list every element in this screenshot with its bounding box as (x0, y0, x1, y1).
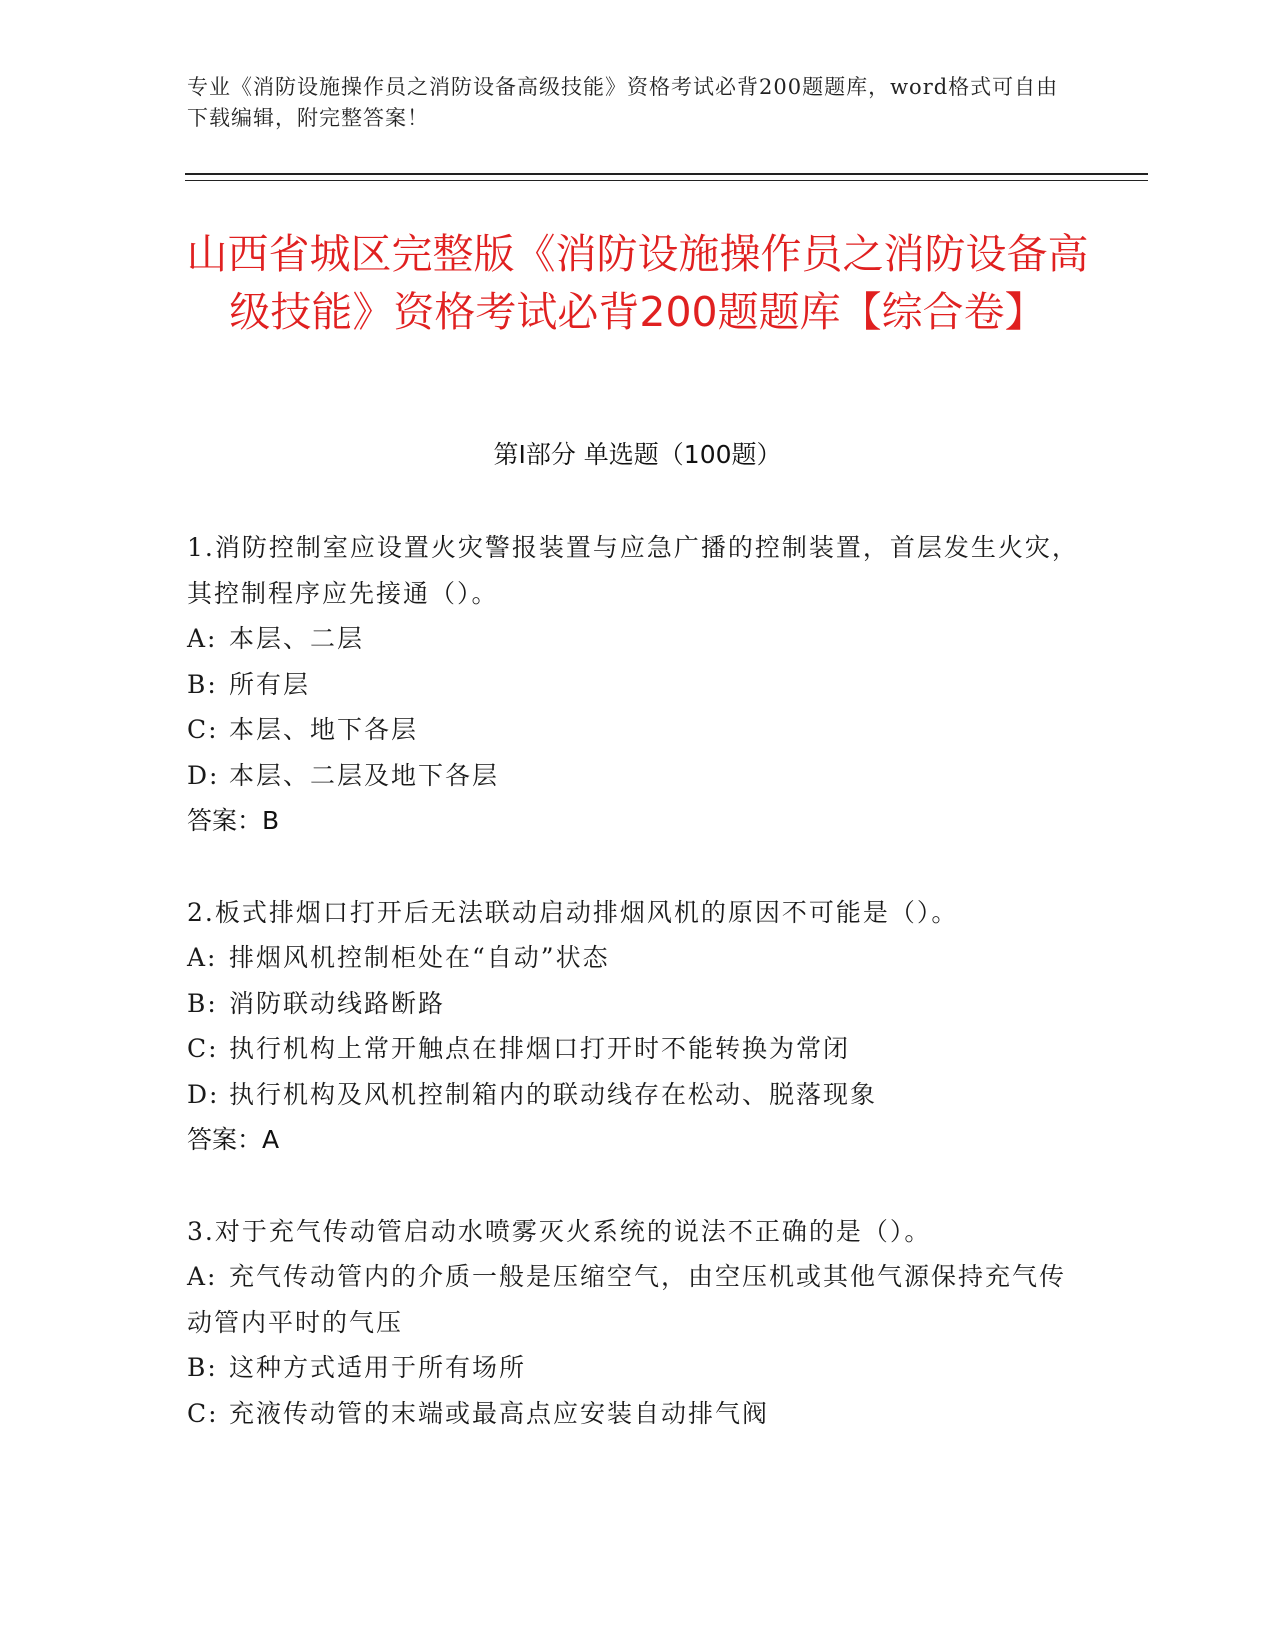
option-text: 执行机构上常开触点在排烟口打开时不能转换为常闭 (229, 1034, 851, 1063)
question-answer: 答案：B (187, 806, 280, 835)
option-letter: C: (187, 715, 219, 744)
option-letter: A: (187, 1262, 218, 1291)
option-letter: B: (187, 669, 218, 699)
question-2 (187, 890, 1087, 1163)
option-letter: C: (187, 1034, 219, 1063)
option-text: 本层、二层及地下各层 (229, 760, 500, 790)
question-option-a (187, 935, 1087, 981)
question-1 (187, 525, 1087, 844)
question-stem: 2.板式排烟口打开后无法联动启动排烟风机的原因不可能是（）。 (187, 897, 959, 927)
option-text: 所有层 (229, 669, 311, 699)
option-text: 本层、二层 (229, 624, 365, 653)
option-letter: A: (187, 624, 218, 653)
option-letter: B: (187, 1353, 218, 1382)
question-option-d (187, 753, 1087, 799)
question-stem: 1.消防控制室应设置火灾警报装置与应急广播的控制装置，首层发生火灾，其控制程序应先接通（）。 (187, 533, 1079, 608)
option-letter: D: (187, 1079, 220, 1109)
option-letter: B: (187, 988, 218, 1018)
section-title: 第Ⅰ部分 单选题（100题） (493, 440, 782, 469)
option-text: 充气传动管内的介质一般是压缩空气，由空压机或其他气源保持充气传动管内平时的气压 (187, 1262, 1067, 1337)
option-text: 消防联动线路断路 (229, 988, 446, 1018)
option-letter: D: (187, 760, 220, 790)
option-text: 本层、地下各层 (229, 715, 419, 744)
question-option-b (187, 662, 1087, 708)
question-answer: 答案：A (187, 1125, 280, 1154)
document-title: 山西省城区完整版《消防设施操作员之消防设备高级技能》资格考试必背200题题库【综合卷】 (186, 230, 1089, 336)
question-3 (187, 1209, 1087, 1437)
option-text: 排烟风机控制柜处在“自动”状态 (229, 943, 610, 972)
option-text: 这种方式适用于所有场所 (229, 1353, 527, 1382)
option-letter: A: (187, 943, 218, 972)
question-option-b (187, 981, 1087, 1027)
option-text: 执行机构及风机控制箱内的联动线存在松动、脱落现象 (229, 1079, 878, 1109)
question-list (187, 525, 1087, 1482)
question-option-c (187, 707, 1087, 753)
document-header-note: 专业《消防设施操作员之消防设备高级技能》资格考试必背200题题库，word格式可自由下载编辑，附完整答案！ (187, 75, 1059, 130)
question-option-a (187, 1254, 1087, 1345)
question-option-c (187, 1026, 1087, 1072)
question-stem: 3.对于充气传动管启动水喷雾灭火系统的说法不正确的是（）。 (187, 1216, 932, 1246)
question-option-a (187, 616, 1087, 662)
question-option-c (187, 1391, 1087, 1437)
header-divider-thin (185, 180, 1148, 181)
option-letter: C: (187, 1398, 219, 1428)
option-text: 充液传动管的末端或最高点应安装自动排气阀 (229, 1398, 770, 1428)
header-divider-thick (185, 173, 1148, 175)
question-option-b (187, 1345, 1087, 1391)
question-option-d (187, 1072, 1087, 1118)
